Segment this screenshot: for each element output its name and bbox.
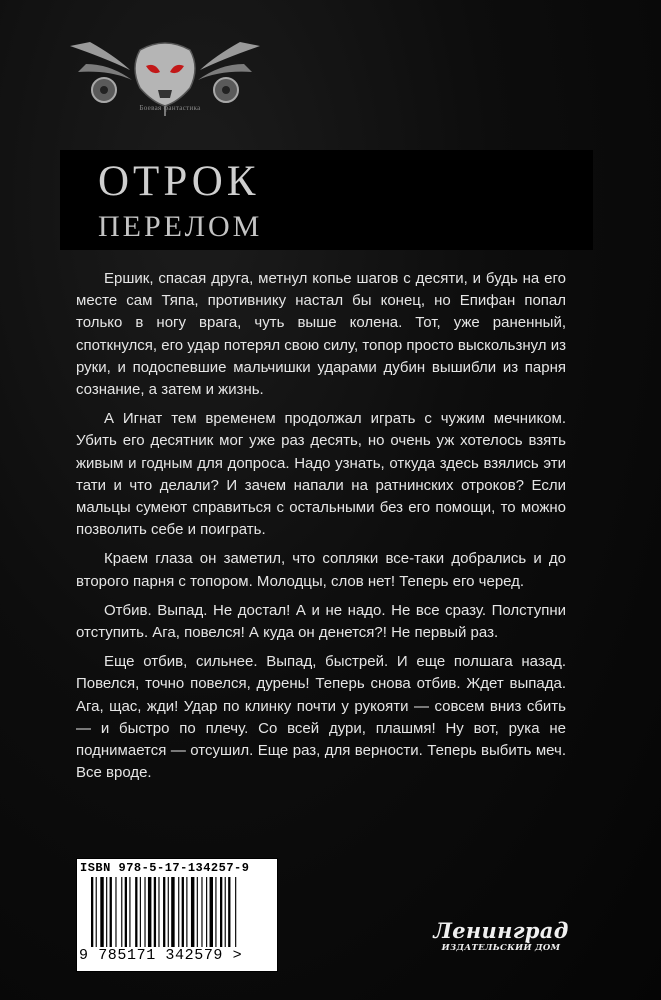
book-subtitle: ПЕРЕЛОМ [98,210,263,243]
publisher-logo [432,920,570,953]
barcode-bar [106,877,107,947]
barcode-bar [91,877,93,947]
blurb-paragraph: Еще отбив, сильнее. Выпад, быстрей. И еще полшага назад. Повелся, точно повелся, дурень! Теперь снова отбив. Ждет выпада. Ага, щас, жди! Удар по клинку почти у рукояти — совсем вниз сбить — и быстро по плечу. Со всей дури, плашмя! Ну вот, рука не поднимается — отсушил. Еще раз, для верности. Теперь выбить меч. Все вроде. [76,653,566,782]
publisher-name: Ленинград [433,918,569,943]
barcode-bar [100,877,103,947]
barcode-bar [228,877,230,947]
book-title: ОТРОК [98,158,260,205]
blurb-paragraph: А Игнат тем временем продолжал играть с чужим мечником. Убить его десятник мог уже раз десять, но очень уж хотелось взять живым и годным для допроса. Надо узнать, откуда здесь взялись эти тати и что делали? И зачем напали на ратнинских отроков? Если мальцы сумеют справиться с остальными без его помощи, то можно позволить себе и поиграть. [76,410,566,539]
barcode-icon [87,877,267,947]
series-label: Боевая фантастика [139,104,201,112]
barcode-bar [182,877,184,947]
barcode-bar [129,877,130,947]
barcode [87,877,267,947]
barcode-bar [154,877,156,947]
barcode-bar [186,877,187,947]
barcode-bar [178,877,179,947]
barcode-bar [215,877,216,947]
blurb-paragraph: Отбив. Выпад. Не достал! А и не надо. Не все сразу. Полступни отступить. Ага, повелся! А куда он денется?! Не первый раз. [76,601,566,642]
barcode-bar [158,877,159,947]
barcode-bar [225,877,226,947]
barcode-bar [163,877,165,947]
blurb-text [76,268,566,791]
blurb-paragraph: Ершик, спасая друга, метнул копье шагов с десяти, и будь на его месте сам Тяпа, противнику настал бы конец, но Епифан попал только в ногу врага, чуть выше колена. Тот, уже раненный, споткнулся, его удар потерял свою силу, топор просто выскользнул из руки, и подоспевшие мальчишки ударами дубин вышибли из парня сознание, а затем и жизнь. [76,270,566,399]
barcode-bar [144,877,145,947]
barcode-bar [191,877,194,947]
barcode-bar [235,877,236,947]
isbn-label: ISBN 978-5-17-134257-9 [80,861,250,875]
barcode-bar [135,877,137,947]
barcode-bar [140,877,141,947]
blurb-paragraph: Краем глаза он заметил, что сопляки все-таки добрались и до второго парня с топором. Молодцы, слов нет! Теперь его черед. [76,550,566,590]
barcode-bar [148,877,151,947]
barcode-bar [197,877,198,947]
barcode-bar [210,877,213,947]
barcode-bar [201,877,202,947]
barcode-bar [96,877,97,947]
barcode-bar [110,877,112,947]
barcode-bar [121,877,122,947]
isbn-digits: 9 785171 342579 > [79,947,243,964]
barcode-bar [171,877,174,947]
barcode-bar [125,877,127,947]
barcode-bar [115,877,116,947]
barcode-bar [206,877,207,947]
barcode-bar [168,877,169,947]
barcode-bar [220,877,222,947]
publisher-subtitle: ИЗДАТЕЛЬСКИЙ ДОМ [441,943,561,953]
isbn-barcode-box [76,858,278,972]
